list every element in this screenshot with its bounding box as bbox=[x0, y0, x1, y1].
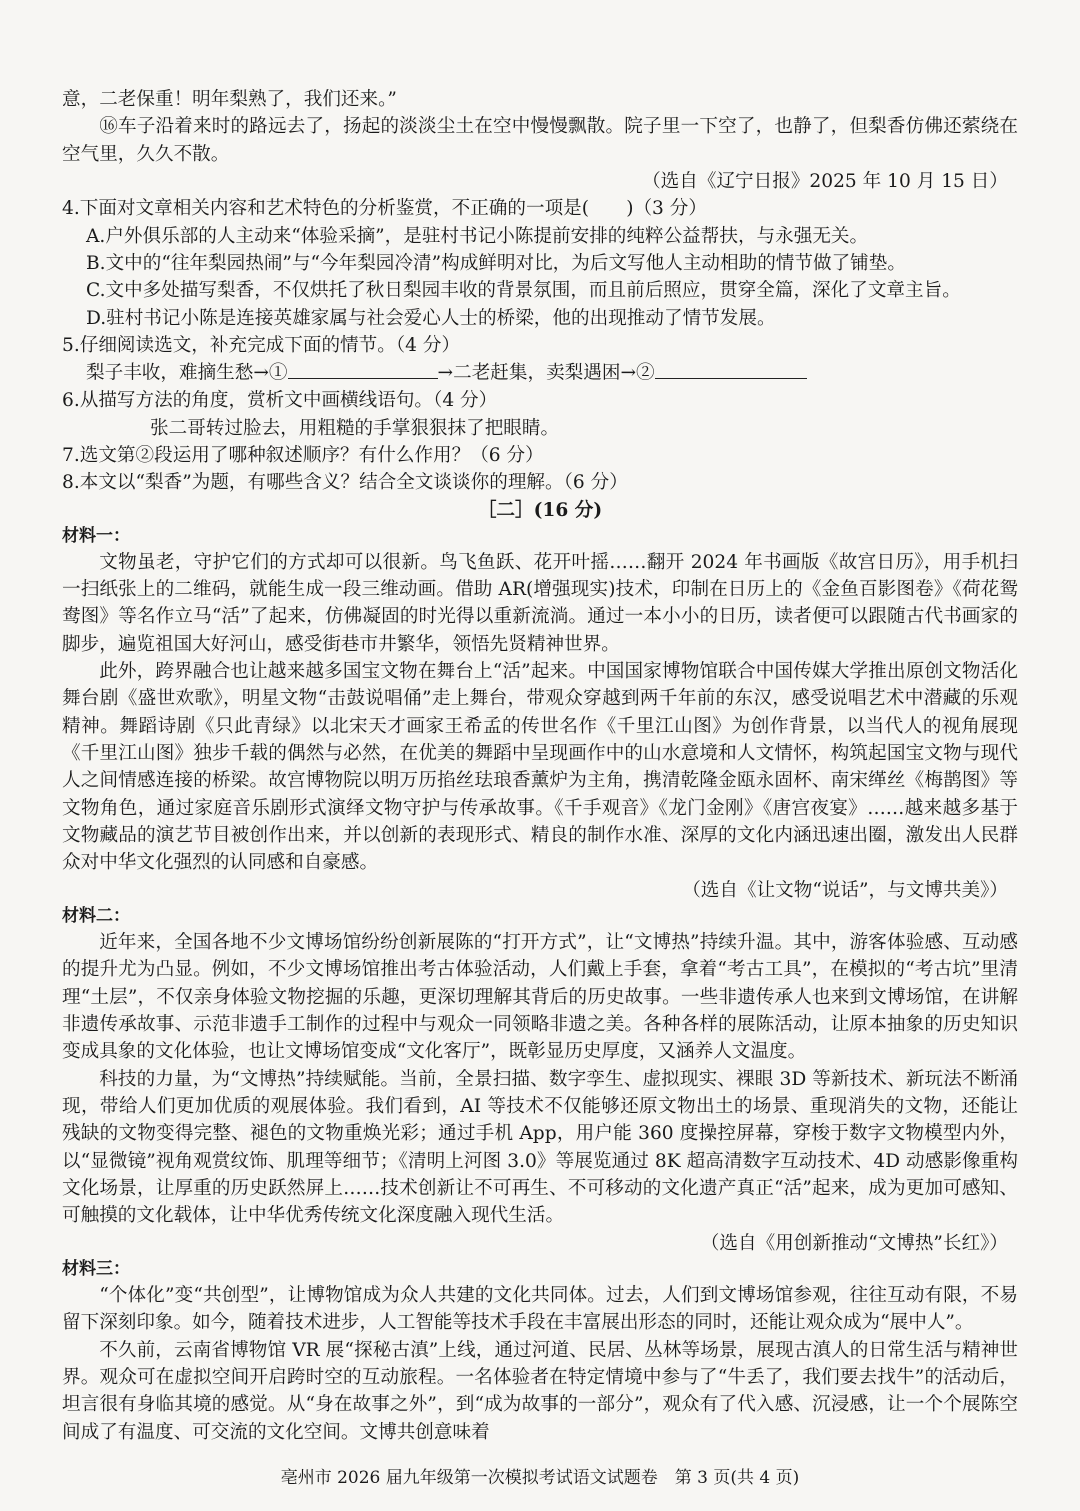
material-2-heading: 材料二： bbox=[62, 906, 130, 927]
question-5-stem: 5.仔细阅读选文，补充完成下面的情节。（4 分） bbox=[62, 334, 461, 356]
question-7: 7.选文第②段运用了哪种叙述顺序？有什么作用？（6 分） bbox=[62, 444, 544, 466]
plot-part-a: 梨子丰收，难摘生愁→① bbox=[86, 362, 288, 384]
question-6-stem: 6.从描写方法的角度，赏析文中画横线语句。（4 分） bbox=[62, 390, 498, 412]
question-8: 8.本文以“梨香”为题，有哪些含义？结合全文谈谈你的理解。（6 分） bbox=[62, 472, 628, 494]
story-source: （选自《辽宁日报》2025 年 10 月 15 日） bbox=[642, 170, 1008, 192]
answer-blank-2[interactable] bbox=[655, 359, 807, 379]
material-2-para-2: 科技的力量，为“文博热”持续赋能。当前，全景扫描、数字孪生、虚拟现实、裸眼 3D 等新技术、新玩法不断涌现，带给人们更加优质的观展体验。我们看到，AI 等技术不仅能够还原文物出土的场景、重现消失的文物，还能让残缺的文物变得完整、褪色的文物重焕光彩；通过手机 App，用户能 360 度操控屏幕，穿梭于数字文物模型内外，以“显微镜”视角观赏纹饰、肌理等细节；《清明上河图 3.0》等展览通过 8K 超高清数字互动技术、4D 动感影像重构文化场景，让厚重的历史跃然屏上……技术创新让不可再生、不可移动的文化遗产真正“活”起来，成为更加可感知、可触摸的文化载体，让中华优秀传统文化深度融入现代生活。 bbox=[62, 1068, 1018, 1227]
question-4-option-c: C.文中多处描写梨香，不仅烘托了秋日梨园丰收的背景氛围，而且前后照应，贯穿全篇，深化了文章主旨。 bbox=[86, 280, 961, 302]
material-1-para-2: 此外，跨界融合也让越来越多国宝文物在舞台上“活”起来。中国国家博物馆联合中国传媒大学推出原创文物活化舞台剧《盛世欢歌》，明星文物“击鼓说唱俑”走上舞台，带观众穿越到两千年前的东汉，感受说唱艺术中潜藏的乐观精神。舞蹈诗剧《只此青绿》以北宋天才画家王希孟的传世名作《千里江山图》为创作背景，以当代人的视角展现《千里江山图》独步千载的偶然与必然，在优美的舞蹈中呈现画作中的山水意境和人文情怀，构筑起国宝文物与现代人之间情感连接的桥梁。故宫博物院以明万历掐丝珐琅香薰炉为主角，携清乾隆金瓯永固杯、南宋缂丝《梅鹊图》等文物角色，通过家庭音乐剧形式演绎文物守护与传承故事。《千手观音》《龙门金刚》《唐宫夜宴》……越来越多基于文物藏品的演艺节目被创作出来，并以创新的表现形式、精良的制作水准、深厚的文化内涵迅速出圈，激发出人民群众对中华文化强烈的认同感和自豪感。 bbox=[62, 661, 1018, 874]
question-5-plot-line bbox=[62, 359, 1018, 387]
question-4-option-a: A.户外俱乐部的人主动来“体验采摘”，是驻村书记小陈提前安排的纯粹公益帮扶，与永强无关。 bbox=[86, 225, 869, 247]
material-1-source: （选自《让文物“说话”，与文博共美》） bbox=[682, 879, 1008, 901]
material-3-para-1: “个体化”变“共创型”，让博物馆成为众人共建的文化共同体。过去，人们到文博场馆参观，往往互动有限，不易留下深刻印象。如今，随着技术进步，人工智能等技术手段在丰富展出形态的同时，还能让观众成为“展中人”。 bbox=[62, 1285, 1018, 1334]
material-3-para-2: 不久前，云南省博物馆 VR 展“探秘古滇”上线，通过河道、民居、丛林等场景，展现古滇人的日常生活与精神世界。观众可在虚拟空间开启跨时空的互动旅程。一名体验者在特定情境中参与了“牛丢了，我们要去找牛”的活动后，坦言很有身临其境的感觉。从“身在故事之外”，到“成为故事的一部分”，观众有了代入感、沉浸感，让一个个展陈空间成了有温度、可交流的文化空间。文博共创意味着 bbox=[62, 1339, 1018, 1443]
question-4-stem: 4.下面对文章相关内容和艺术特色的分析鉴赏，不正确的一项是( )（3 分） bbox=[62, 198, 707, 220]
question-4-option-b: B.文中的“往年梨园热闹”与“今年梨园冷清”构成鲜明对比，为后文写他人主动相助的情节做了铺垫。 bbox=[86, 252, 906, 274]
story-para-16: ⑯车子沿着来时的路远去了，扬起的淡淡尘土在空中慢慢飘散。院子里一下空了，也静了，但梨香仿佛还萦绕在空气里，久久不散。 bbox=[62, 116, 1018, 165]
question-4-option-d: D.驻村书记小陈是连接英雄家属与社会爱心人士的桥梁，他的出现推动了情节发展。 bbox=[86, 307, 776, 329]
section-title: ［二］(16 分) bbox=[477, 499, 603, 521]
material-3-heading: 材料三： bbox=[62, 1259, 130, 1280]
material-1-heading: 材料一： bbox=[62, 525, 130, 546]
answer-blank-1[interactable] bbox=[288, 359, 438, 379]
material-2-source: （选自《用创新推动“文博热”长红》） bbox=[700, 1232, 1008, 1254]
material-2-para-1: 近年来，全国各地不少文博场馆纷纷创新展陈的“打开方式”，让“文博热”持续升温。其中，游客体验感、互动感的提升尤为凸显。例如，不少文博场馆推出考古体验活动，人们戴上手套，拿着“考古工具”，在模拟的“考古坑”里清理“土层”，不仅亲身体验文物挖掘的乐趣，更深切理解其背后的历史故事。一些非遗传承人也来到文博场馆，在讲解非遗传承故事、示范非遗手工制作的过程中与观众一同领略非遗之美。各种各样的展陈活动，让原本抽象的历史知识变成具象的文化体验，也让文博场馆变成“文化客厅”，既彰显历史厚度，又涵养人文温度。 bbox=[62, 932, 1018, 1063]
story-end-line: 意，二老保重！明年梨熟了，我们还来。” bbox=[62, 89, 397, 110]
plot-part-b: →二老赶集，卖梨遇困→② bbox=[437, 362, 655, 384]
material-1-para-1: 文物虽老，守护它们的方式却可以很新。鸟飞鱼跃、花开叶摇……翻开 2024 年书画版《故宫日历》，用手机扫一扫纸张上的二维码，就能生成一段三维动画。借助 AR(增强现实)技术，印制在日历上的《金鱼百影图卷》《荷花鸳鸯图》等名作立马“活”了起来，仿佛凝固的时光得以重新流淌。通过一本小小的日历，读者便可以跟随古代书画家的脚步，遍览祖国大好河山，感受街巷市井繁华，领悟先贤精神世界。 bbox=[62, 551, 1018, 655]
page-footer: 亳州市 2026 届九年级第一次模拟考试语文试题卷 第 3 页(共 4 页) bbox=[280, 1468, 800, 1488]
question-6-quote: 张二哥转过脸去，用粗糙的手掌狠狠抹了把眼睛。 bbox=[150, 417, 560, 439]
